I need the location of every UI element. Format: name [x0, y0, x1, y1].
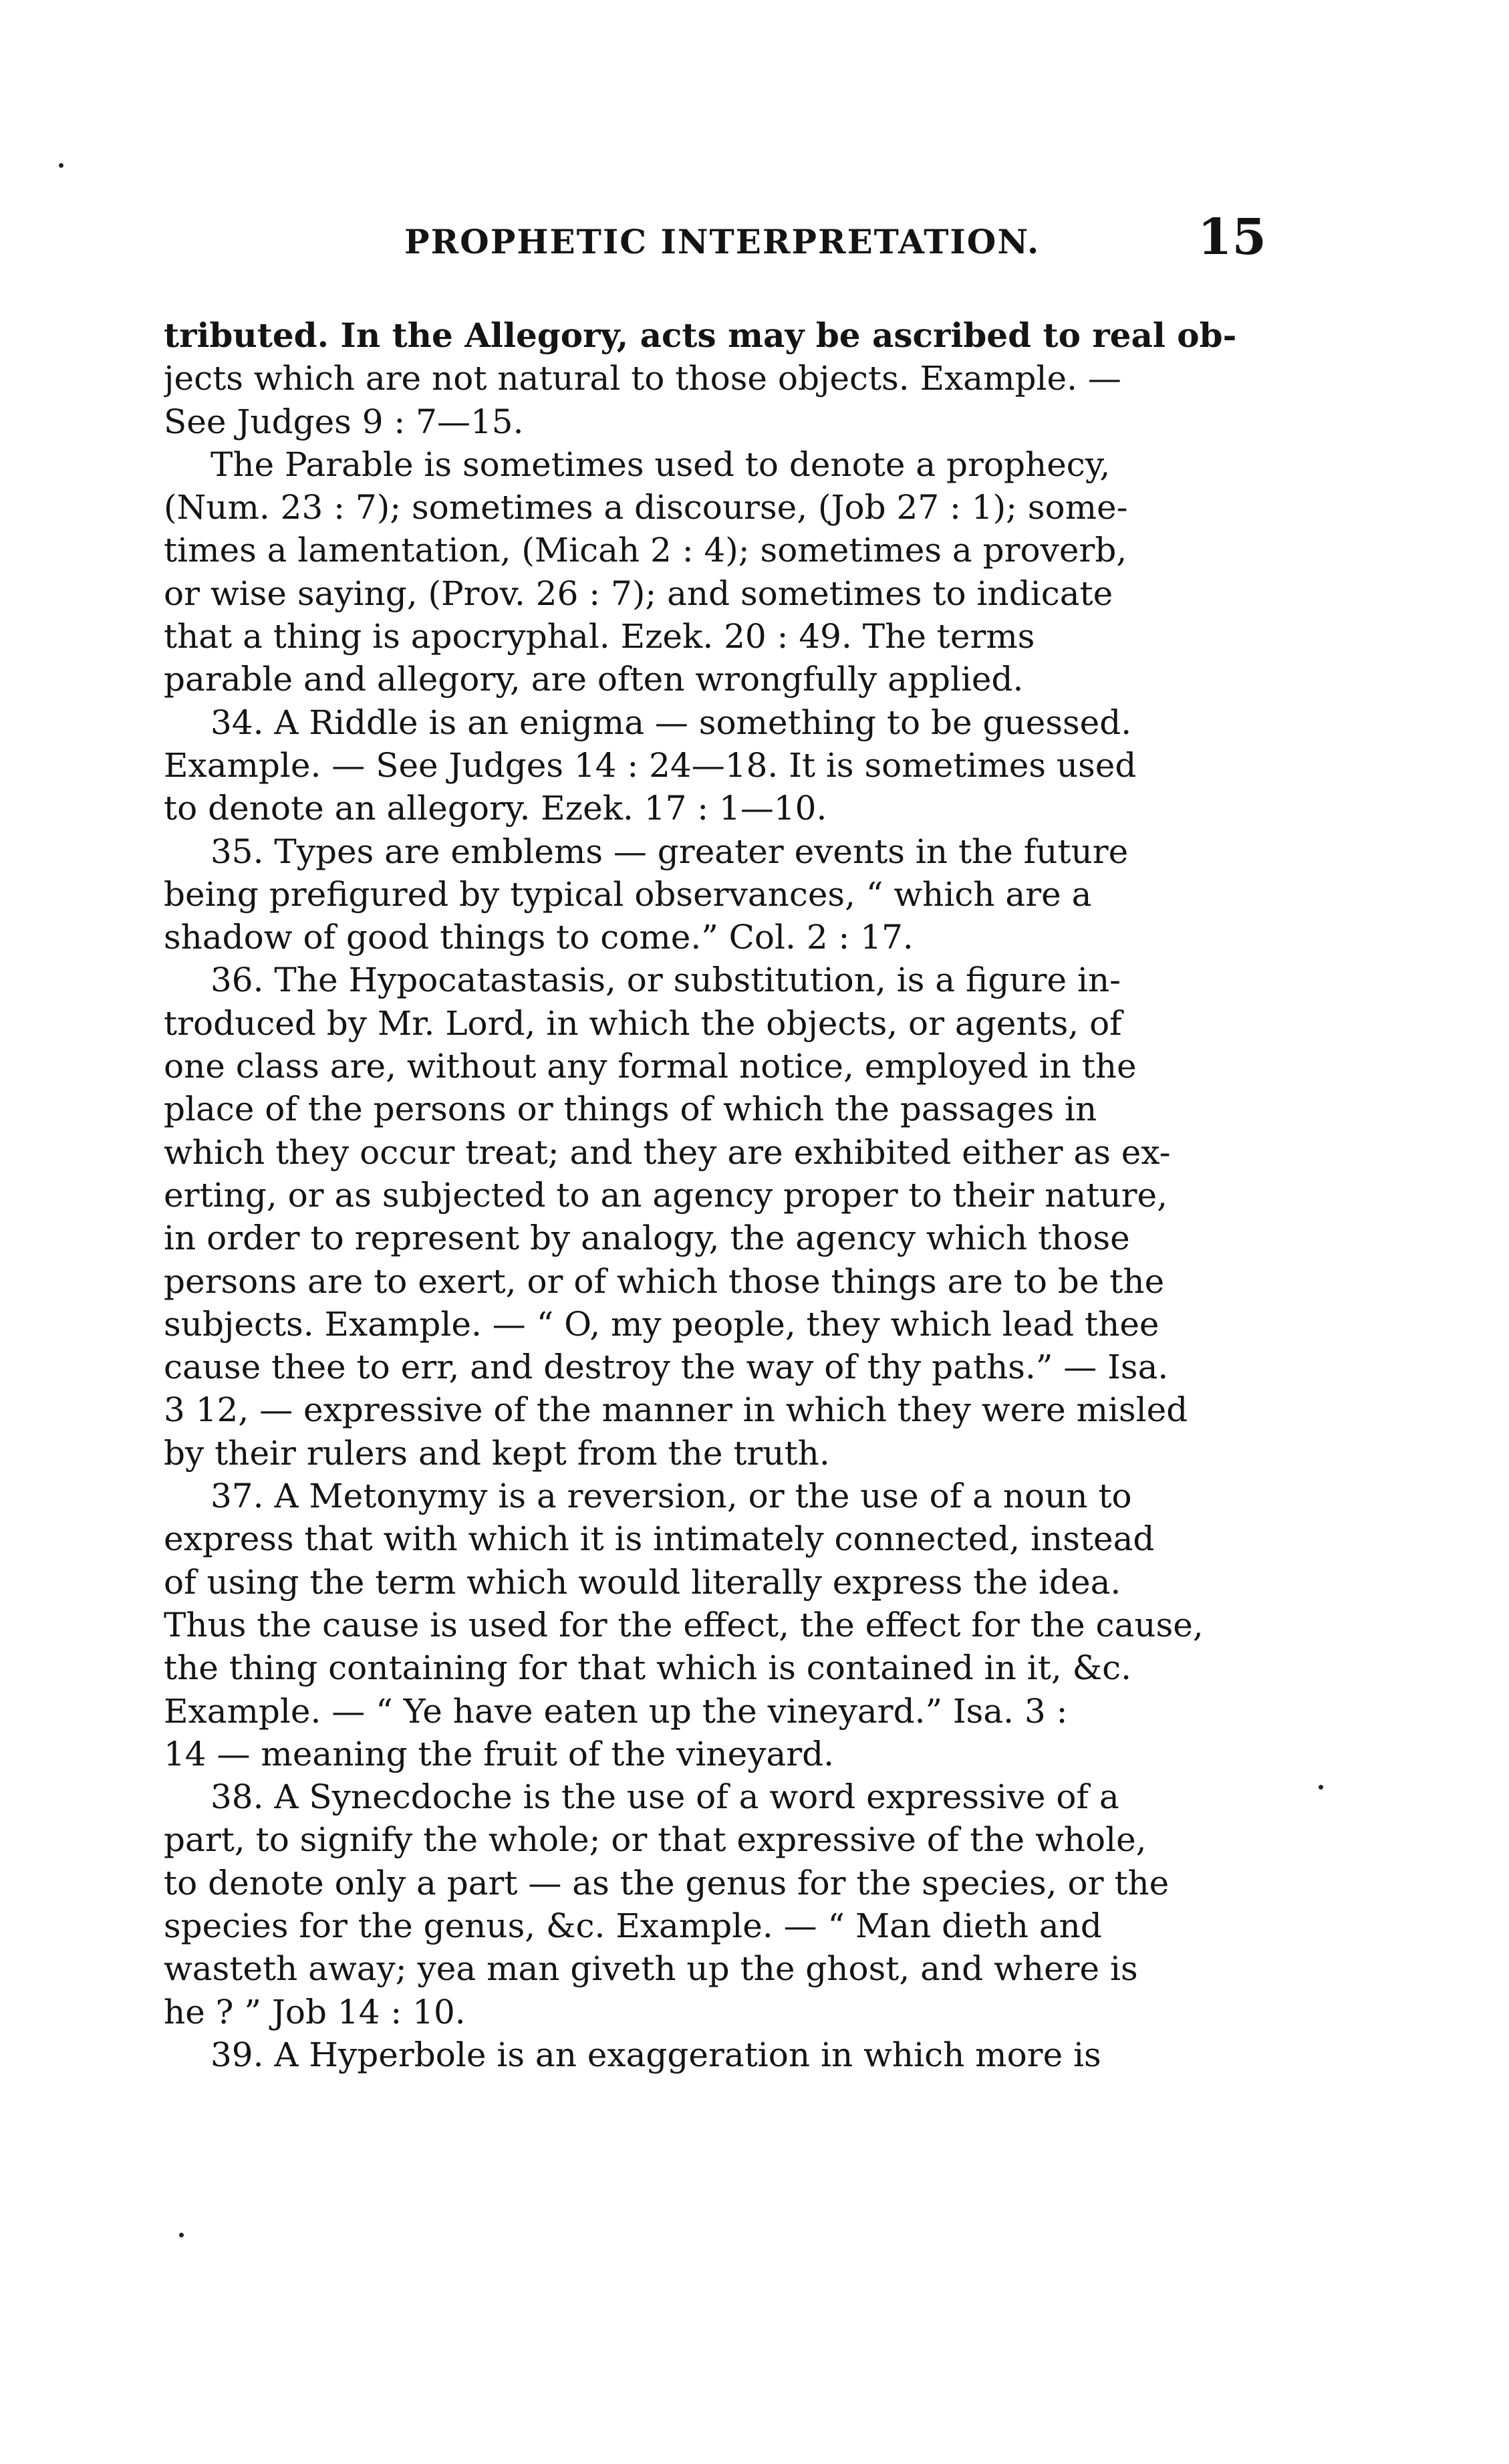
text-line: subjects. Example. — “ O, my people, they which lead thee [164, 1304, 1159, 1344]
text-line: one class are, without any formal notice, employed in the [164, 1047, 1137, 1086]
text-line: 37. A Metonymy is a reversion, or the use of a noun to [211, 1477, 1132, 1516]
text-line: in order to represent by analogy, the agency which those [164, 1219, 1130, 1258]
page-header [164, 209, 1266, 273]
text-line: place of the persons or things of which the passages in [164, 1090, 1097, 1129]
text-line: tributed. In the Allegory, acts may be ascribed to real ob- [164, 316, 1237, 355]
text-line: parable and allegory, are often wrongfully applied. [164, 660, 1024, 699]
text-line: (Num. 23 : 7); sometimes a discourse, (Job 27 : 1); some- [164, 488, 1128, 527]
scan-speck [1319, 1785, 1323, 1790]
text-line: persons are to exert, or of which those things are to be the [164, 1261, 1165, 1301]
text-line: cause thee to err, and destroy the way of thy paths.” — Isa. [164, 1348, 1169, 1387]
text-line: species for the genus, &c. Example. — “ Man dieth and [164, 1906, 1102, 1945]
body-text [164, 314, 1266, 2076]
text-line: wasteth away; yea man giveth up the ghost, and where is [164, 1949, 1138, 1989]
text-line: Example. — See Judges 14 : 24—18. It is sometimes used [164, 745, 1137, 785]
text-line: or wise saying, (Prov. 26 : 7); and sometimes to indicate [164, 574, 1113, 613]
text-line: by their rulers and kept from the truth. [164, 1433, 830, 1473]
text-line: that a thing is apocryphal. Ezek. 20 : 49. The terms [164, 617, 1035, 656]
text-line: of using the term which would literally express the idea. [164, 1562, 1121, 1602]
text-line: which they occur treat; and they are exhibited either as ex- [164, 1132, 1171, 1172]
page-number: 15 [1198, 209, 1266, 266]
text-line: Example. — “ Ye have eaten up the vineyard.” Isa. 3 : [164, 1691, 1068, 1731]
scan-speck [179, 2233, 184, 2237]
text-line: erting, or as subjected to an agency proper to their nature, [164, 1175, 1168, 1215]
text-line: The Parable is sometimes used to denote a prophecy, [211, 445, 1111, 484]
text-line: 3 12, — expressive of the manner in which they were misled [164, 1390, 1188, 1430]
text-line: Thus the cause is used for the effect, the effect for the cause, [164, 1605, 1204, 1644]
text-line: to denote an allegory. Ezek. 17 : 1—10. [164, 789, 827, 828]
text-line: troduced by Mr. Lord, in which the objects, or agents, of [164, 1003, 1122, 1043]
text-line: to denote only a part — as the genus for the species, or the [164, 1863, 1170, 1902]
scan-speck [59, 163, 63, 168]
text-line: the thing containing for that which is contained in it, &c. [164, 1648, 1132, 1688]
text-line: 36. The Hypocatastasis, or substitution, is a figure in- [211, 961, 1121, 1000]
text-line: shadow of good things to come.” Col. 2 : 17. [164, 918, 914, 957]
text-line: See Judges 9 : 7—15. [164, 402, 524, 441]
text-line: 14 — meaning the fruit of the vineyard. [164, 1734, 835, 1773]
text-line: express that with which it is intimately connected, instead [164, 1519, 1155, 1559]
text-line: he ? ” Job 14 : 10. [164, 1992, 466, 2031]
text-line: 34. A Riddle is an enigma — something to be guessed. [211, 703, 1132, 742]
text-line: times a lamentation, (Micah 2 : 4); sometimes a proverb, [164, 531, 1127, 570]
text-line: jects which are not natural to those objects. Example. — [164, 359, 1121, 398]
running-head: PROPHETIC INTERPRETATION. [404, 222, 1041, 261]
text-line: 35. Types are emblems — greater events in the future [211, 832, 1129, 871]
text-line: 39. A Hyperbole is an exaggeration in which more is [211, 2035, 1101, 2074]
text-line: being prefigured by typical observances, “ which are a [164, 874, 1092, 914]
text-line: 38. A Synecdoche is the use of a word expressive of a [211, 1777, 1119, 1817]
text-line: part, to signify the whole; or that expressive of the whole, [164, 1820, 1147, 1860]
